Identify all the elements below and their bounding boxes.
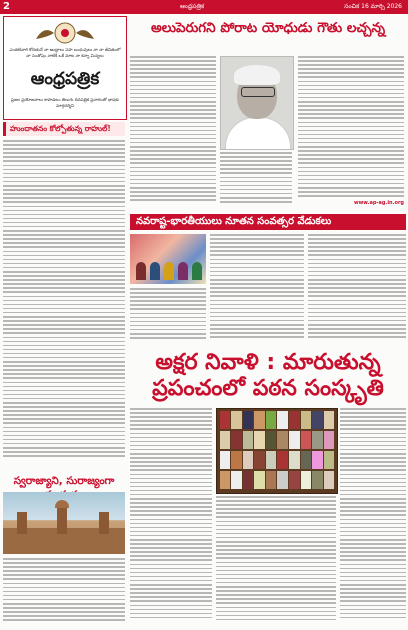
left-column <box>3 16 125 628</box>
feature-headline-line2: ప్రపంచంలో పఠన సంస్కృతి <box>152 376 384 401</box>
seal-emblem-icon <box>26 21 104 45</box>
top-story-body-col2 <box>220 152 292 208</box>
top-story-body-col1 <box>130 56 216 206</box>
masthead-tagline: ప్రజల ప్రయోజనాలు కాపాడటం తెలుగు దినపత్రిక ప్రచారంతో భాషకు మార్గదర్శిని <box>11 97 119 108</box>
top-story-body-col3 <box>298 56 404 202</box>
left-story2-headline: స్వరాజ్యాని, సురాజ్యంగా <box>13 475 115 487</box>
top-story-headline: అలుపెరుగని పోరాట యోధుడు గౌతు లచ్చన్న <box>150 20 386 36</box>
feature-body-col1 <box>130 408 212 626</box>
top-story-portrait <box>220 56 294 150</box>
bookshelf-photo <box>216 408 338 494</box>
feature-body-col3 <box>340 408 406 626</box>
feature-headline-line1: అక్షర నివాళి : మారుతున్న <box>155 350 381 375</box>
band-story-body-col1 <box>130 288 206 344</box>
top-story-credit: www.ap-ag.in.org <box>354 200 404 206</box>
band-story-headline: నవరాష్ట-భారతీయులు నూతన సంవత్సర వేడుకలు <box>130 214 406 230</box>
left-story-headline: హుందాతనం కోల్పోతున్న రాహుల్! <box>3 122 125 136</box>
band-story-body-col3 <box>308 234 406 346</box>
masthead-box <box>3 16 127 120</box>
header-paper-name: ఆంధ్రపత్రిక <box>180 3 205 10</box>
masthead-title: ఆంధ్రపత్రిక <box>30 69 100 89</box>
band-story-photo <box>130 234 206 284</box>
header-date: సంచిక 16 మార్చి 2026 <box>344 3 402 10</box>
feature-body-col2 <box>216 496 336 626</box>
left-story2-body <box>3 558 125 628</box>
page-header-bar <box>0 0 408 14</box>
masthead-verse: ఎంతటివారి కోరుకునే నా ఆంధ్రాలు సహ బంధువులు నా నా జీవితంలో నా సంతోషం నాటికీ ఒకే మాట నా కన్నా మిన్నలు <box>9 47 121 58</box>
fort-photo <box>3 492 125 554</box>
band-story-body-col2 <box>210 234 304 346</box>
page-number: 2 <box>3 1 10 12</box>
left-story-body <box>3 140 125 470</box>
